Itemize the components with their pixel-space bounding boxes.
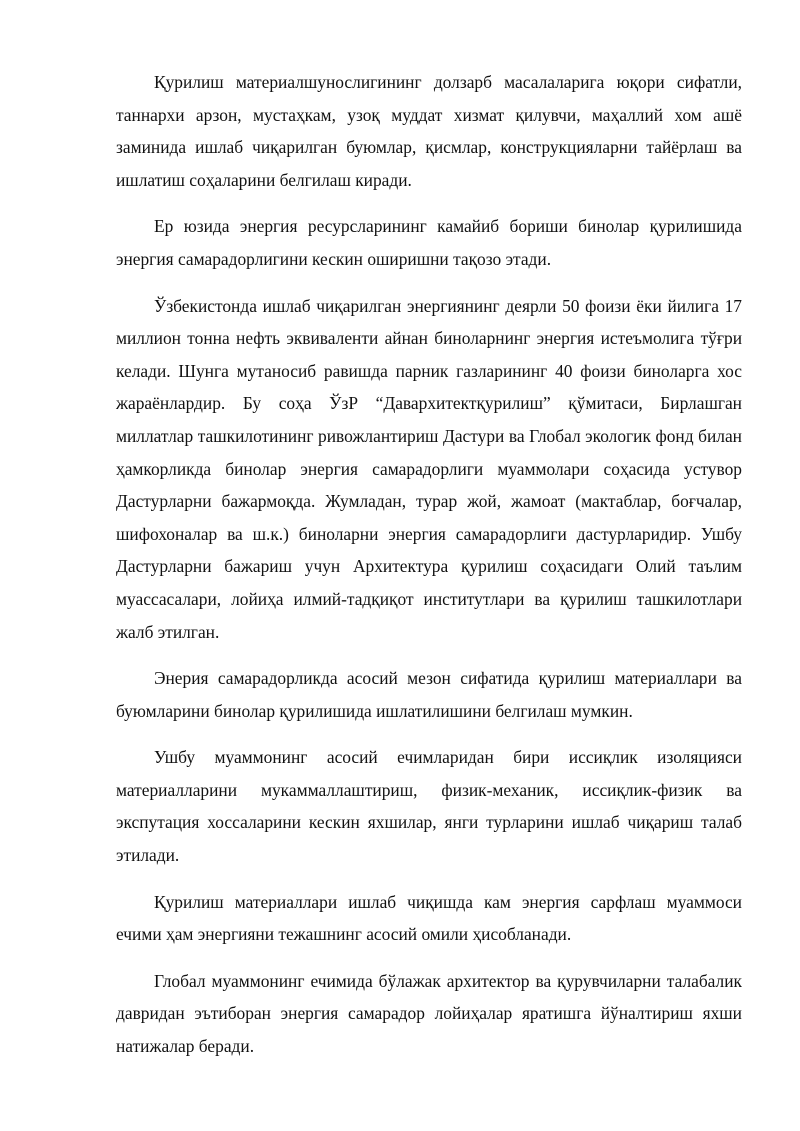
paragraph-5: Ушбу муаммонинг асосий ечимларидан бири иссиқлик изоляцияси материалларини мукаммаллаштириш, физик-механик, иссиқлик-физик ва экспутация хоссаларини кескин яхшилар, янги турларини ишлаб чиқариш талаб этилади. (116, 747, 742, 866)
paragraph-1: Қурилиш материалшунослигининг долзарб масалаларига юқори сифатли, таннархи арзон, мустаҳкам, узоқ муддат хизмат қилувчи, маҳаллий хом ашё заминида ишлаб чиқарилган буюмлар, қисмлар, конструкцияларни тайёрлаш ва ишлатиш соҳаларини белгилаш киради. (116, 72, 742, 190)
paragraph-3: Ўзбекистонда ишлаб чиқарилган энергиянинг деярли 50 фоизи ёки йилига 17 миллион тонна нефть эквиваленти айнан биноларнинг энергия истеъмолига тўғри келади. Шунга мутаносиб равишда парник газларининг 40 фоизи биноларга хос жараёнлардир. Бу соҳа ЎзР “Даварxитектқурилиш” қўмитаси, Бирлашган миллатлар ташкилотининг ривожлантириш Дастури ва Глобал экологик фонд билан ҳамкорликда бинолар энергия самарадорлиги муаммолари соҳасида устувор Дастурларни бажармоқда. Жумладан, турар жой, жамоат (мактаблар, боғчалар, шифохоналар ва ш.к.) биноларни энергия самарадорлиги дастурларидир. Ушбу Дастурларни бажариш учун Архитектура қурилиш соҳасидаги Олий таълим муассасалари, лойиҳа илмий-тадқиқот институтлари ва қурилиш ташкилотлари жалб этилган. (116, 295, 742, 642)
document-body (116, 66, 742, 1063)
paragraph-6: Қурилиш материаллари ишлаб чиқишда кам энергия сарфлаш муаммоси ечими ҳам энергияни тежашнинг асосий омили ҳисобланади. (116, 891, 742, 945)
paragraph-4: Энерия самарадорликда асосий мезон сифатида қурилиш материаллари ва буюмларини бинолар қурилишида ишлатилишини белгилаш мумкин. (116, 668, 742, 721)
paragraph-2: Ер юзида энергия ресурсларининг камайиб бориши бинолар қурилишида энергия самарадорлигини кескин оширишни тақозо этади. (116, 216, 742, 269)
paragraph-7: Глобал муаммонинг ечимида бўлажак архитектор ва қурувчиларни талабалик давридан эътиборан энергия самарадор лойиҳалар яратишга йўналтириш яхши натижалар беради. (116, 970, 742, 1057)
